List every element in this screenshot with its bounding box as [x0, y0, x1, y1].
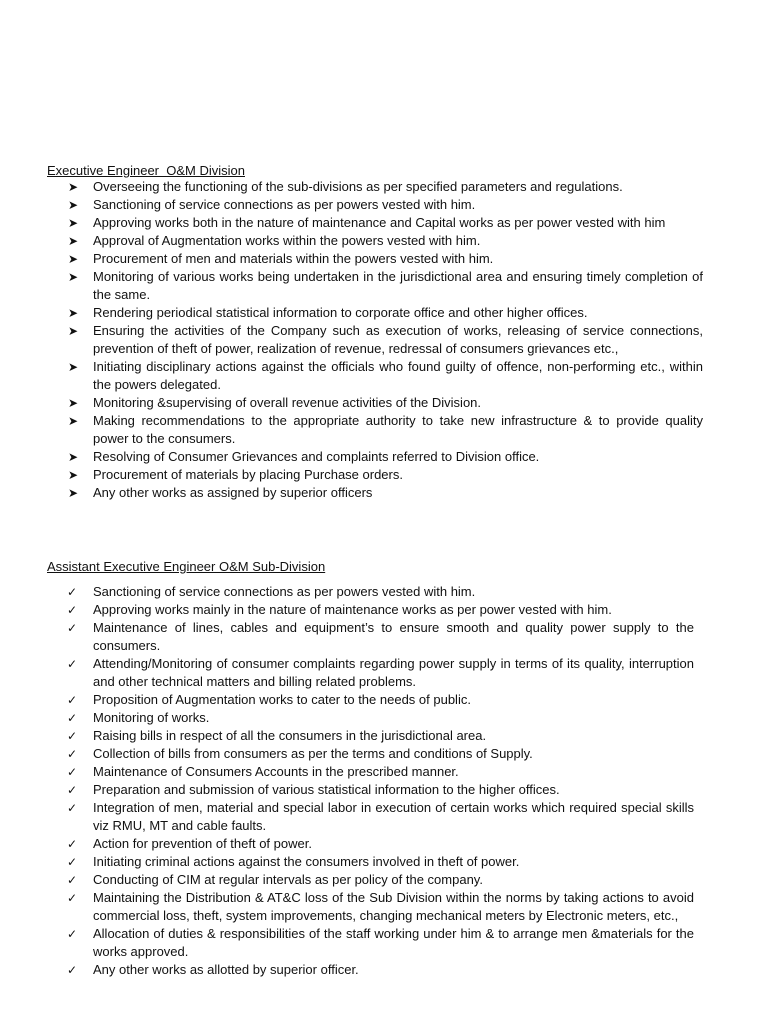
list-item-text: Making recommendations to the appropriate authority to take new infrastructure & to provide quality power to the consumers.: [93, 413, 703, 446]
arrow-bullet-icon: ➤: [68, 324, 79, 338]
list-item: [0, 655, 694, 691]
list-item-text: Procurement of materials by placing Purchase orders.: [93, 467, 403, 482]
list-item: [0, 727, 694, 745]
list-item-text: Maintenance of Consumers Accounts in the prescribed manner.: [93, 764, 459, 779]
list-item-text: Raising bills in respect of all the consumers in the jurisdictional area.: [93, 728, 487, 743]
arrow-bullet-icon: ➤: [68, 198, 79, 212]
list-item: [0, 250, 703, 268]
list-item-text: Conducting of CIM at regular intervals as per policy of the company.: [93, 872, 483, 887]
list-item-text: Overseeing the functioning of the sub-divisions as per specified parameters and regulations.: [93, 179, 623, 194]
list-item: [0, 961, 694, 979]
arrow-bullet-icon: ➤: [68, 414, 79, 428]
executive-engineer-duties-list: [0, 178, 768, 502]
check-bullet-icon: ✓: [67, 873, 78, 887]
list-item: [0, 745, 694, 763]
list-item-text: Maintaining the Distribution & AT&C loss of the Sub Division within the norms by taking actions to avoid commercial loss, theft, system improvements, changing mechanical meters by Electronic meters, etc.,: [93, 890, 694, 923]
list-item: [0, 268, 703, 304]
check-bullet-icon: ✓: [67, 729, 78, 743]
list-item: [0, 394, 703, 412]
list-item: [0, 322, 703, 358]
arrow-bullet-icon: ➤: [68, 450, 79, 464]
arrow-bullet-icon: ➤: [68, 252, 79, 266]
check-bullet-icon: ✓: [67, 963, 78, 977]
list-item-text: Procurement of men and materials within the powers vested with him.: [93, 251, 494, 266]
list-item-text: Any other works as assigned by superior officers: [93, 485, 373, 500]
check-bullet-icon: ✓: [67, 927, 78, 941]
list-item: [0, 484, 703, 502]
list-item: [0, 304, 703, 322]
list-item-text: Maintenance of lines, cables and equipment’s to ensure smooth and quality power supply to the consumers.: [93, 620, 694, 653]
list-item: [0, 178, 703, 196]
arrow-bullet-icon: ➤: [68, 270, 79, 284]
list-item: [0, 691, 694, 709]
check-bullet-icon: ✓: [67, 585, 78, 599]
check-bullet-icon: ✓: [67, 711, 78, 725]
check-bullet-icon: ✓: [67, 837, 78, 851]
check-bullet-icon: ✓: [67, 855, 78, 869]
list-item: [0, 781, 694, 799]
list-item: [0, 799, 694, 835]
list-item-text: Approval of Augmentation works within the powers vested with him.: [93, 233, 481, 248]
section-heading-executive-engineer: Executive Engineer O&M Division: [47, 163, 245, 178]
arrow-bullet-icon: ➤: [68, 360, 79, 374]
list-item-text: Initiating disciplinary actions against the officials who found guilty of offence, non-performing etc., within the powers delegated.: [93, 359, 703, 392]
check-bullet-icon: ✓: [67, 891, 78, 905]
list-item: [0, 853, 694, 871]
list-item-text: Any other works as allotted by superior officer.: [93, 962, 359, 977]
list-item: [0, 466, 703, 484]
check-bullet-icon: ✓: [67, 657, 78, 671]
list-item-text: Attending/Monitoring of consumer complaints regarding power supply in terms of its quality, interruption and other technical matters and billing related problems.: [93, 656, 694, 689]
list-item: [0, 583, 694, 601]
list-item-text: Resolving of Consumer Grievances and complaints referred to Division office.: [93, 449, 540, 464]
arrow-bullet-icon: ➤: [68, 216, 79, 230]
check-bullet-icon: ✓: [67, 801, 78, 815]
list-item-text: Action for prevention of theft of power.: [93, 836, 312, 851]
list-item-text: Integration of men, material and special labor in execution of certain works which required special skills viz RMU, MT and cable faults.: [93, 800, 694, 833]
list-item-text: Sanctioning of service connections as per powers vested with him.: [93, 584, 476, 599]
check-bullet-icon: ✓: [67, 783, 78, 797]
arrow-bullet-icon: ➤: [68, 180, 79, 194]
list-item: [0, 232, 703, 250]
list-item-text: Ensuring the activities of the Company such as execution of works, releasing of service connections, prevention of theft of power, realization of revenue, redressal of consumers grievances etc.,: [93, 323, 703, 356]
list-item-text: Monitoring of various works being undertaken in the jurisdictional area and ensuring timely completion of the same.: [93, 269, 703, 302]
arrow-bullet-icon: ➤: [68, 486, 79, 500]
list-item: [0, 871, 694, 889]
list-item: [0, 835, 694, 853]
list-item: [0, 925, 694, 961]
list-item: [0, 601, 694, 619]
list-item-text: Monitoring of works.: [93, 710, 210, 725]
arrow-bullet-icon: ➤: [68, 396, 79, 410]
list-item-text: Allocation of duties & responsibilities of the staff working under him & to arrange men &materials for the works approved.: [93, 926, 694, 959]
check-bullet-icon: ✓: [67, 765, 78, 779]
arrow-bullet-icon: ➤: [68, 468, 79, 482]
list-item-text: Collection of bills from consumers as per the terms and conditions of Supply.: [93, 746, 533, 761]
list-item: [0, 889, 694, 925]
list-item: [0, 214, 703, 232]
arrow-bullet-icon: ➤: [68, 234, 79, 248]
list-item: [0, 412, 703, 448]
check-bullet-icon: ✓: [67, 603, 78, 617]
assistant-executive-engineer-duties-list: [0, 583, 768, 979]
list-item: [0, 448, 703, 466]
list-item-text: Monitoring &supervising of overall revenue activities of the Division.: [93, 395, 482, 410]
list-item-text: Sanctioning of service connections as per powers vested with him.: [93, 197, 476, 212]
list-item-text: Rendering periodical statistical information to corporate office and other higher offices.: [93, 305, 588, 320]
list-item-text: Proposition of Augmentation works to cater to the needs of public.: [93, 692, 471, 707]
list-item: [0, 763, 694, 781]
list-item: [0, 196, 703, 214]
arrow-bullet-icon: ➤: [68, 306, 79, 320]
check-bullet-icon: ✓: [67, 693, 78, 707]
list-item: [0, 358, 703, 394]
list-item-text: Preparation and submission of various statistical information to the higher offices.: [93, 782, 560, 797]
list-item: [0, 619, 694, 655]
check-bullet-icon: ✓: [67, 621, 78, 635]
list-item-text: Initiating criminal actions against the consumers involved in theft of power.: [93, 854, 520, 869]
list-item-text: Approving works mainly in the nature of maintenance works as per power vested with him.: [93, 602, 612, 617]
check-bullet-icon: ✓: [67, 747, 78, 761]
list-item-text: Approving works both in the nature of maintenance and Capital works as per power vested with him: [93, 215, 666, 230]
section-heading-assistant-executive-engineer: Assistant Executive Engineer O&M Sub-Division: [47, 559, 326, 574]
list-item: [0, 709, 694, 727]
